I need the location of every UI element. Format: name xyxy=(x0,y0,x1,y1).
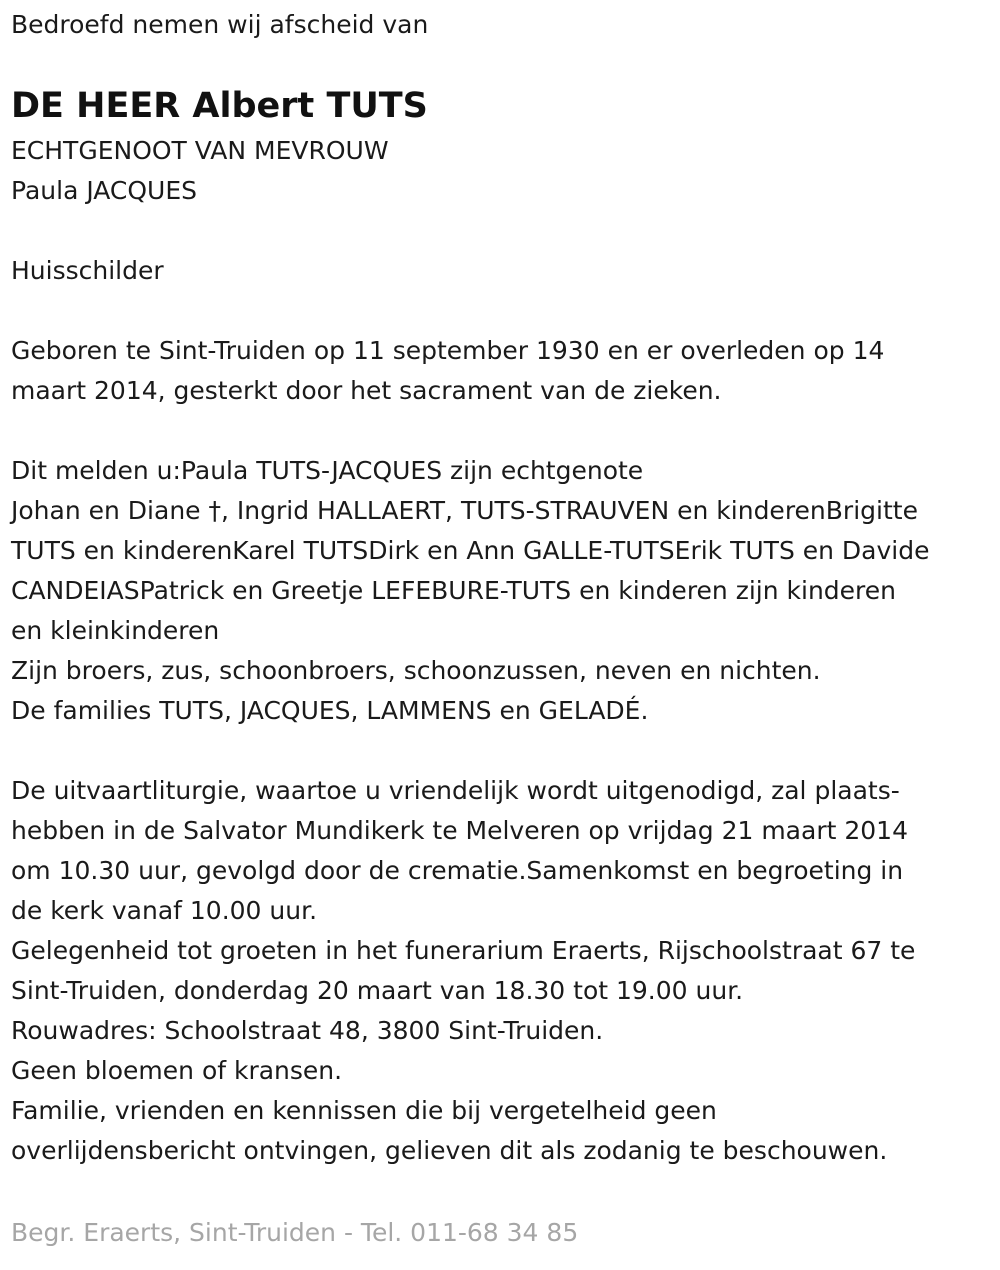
paragraph-line: de kerk vanaf 10.00 uur. xyxy=(11,896,318,925)
birth-death-paragraph xyxy=(11,331,991,411)
paragraph-line: De families TUTS, JACQUES, LAMMENS en GELADÉ. xyxy=(11,696,649,725)
relation-text: ECHTGENOOT VAN MEVROUW xyxy=(11,136,389,165)
paragraph-line: TUTS en kinderenKarel TUTSDirk en Ann GALLE-TUTSErik TUTS en Davide xyxy=(11,536,930,565)
paragraph-line: en kleinkinderen xyxy=(11,616,220,645)
paragraph-line: Rouwadres: Schoolstraat 48, 3800 Sint-Truiden. xyxy=(11,1016,604,1045)
paragraph-line: maart 2014, gesterkt door het sacrament van de zieken. xyxy=(11,376,722,405)
profession-text: Huisschilder xyxy=(11,256,164,285)
paragraph-line: Geboren te Sint-Truiden op 11 september 1930 en er overleden op 14 xyxy=(11,336,885,365)
paragraph-line: CANDEIASPatrick en Greetje LEFEBURE-TUTS en kinderen zijn kinderen xyxy=(11,576,896,605)
paragraph-line: De uitvaartliturgie, waartoe u vriendelijk wordt uitgenodigd, zal plaats- xyxy=(11,776,900,805)
paragraph-line: Gelegenheid tot groeten in het funerarium Eraerts, Rijschoolstraat 67 te xyxy=(11,936,916,965)
paragraph-line: Johan en Diane †, Ingrid HALLAERT, TUTS-STRAUVEN en kinderenBrigitte xyxy=(11,496,918,525)
paragraph-line: hebben in de Salvator Mundikerk te Melveren op vrijdag 21 maart 2014 xyxy=(11,816,908,845)
paragraph-line: Dit melden u:Paula TUTS-JACQUES zijn echtgenote xyxy=(11,456,644,485)
spacer xyxy=(11,731,991,771)
obituary-notice xyxy=(11,0,991,1171)
paragraph-line: om 10.30 uur, gevolgd door de crematie.Samenkomst en begroeting in xyxy=(11,856,904,885)
funeral-paragraph xyxy=(11,771,991,1171)
spacer xyxy=(11,211,991,251)
paragraph-line: Sint-Truiden, donderdag 20 maart van 18.30 tot 19.00 uur. xyxy=(11,976,744,1005)
intro-text: Bedroefd nemen wij afscheid van xyxy=(11,10,429,39)
paragraph-line: Familie, vrienden en kennissen die bij vergetelheid geen xyxy=(11,1096,717,1125)
paragraph-line: Zijn broers, zus, schoonbroers, schoonzussen, neven en nichten. xyxy=(11,656,821,685)
spouse-name: Paula JACQUES xyxy=(11,176,198,205)
spacer xyxy=(11,291,991,331)
deceased-name: DE HEER Albert TUTS xyxy=(11,86,428,126)
paragraph-line: overlijdensbericht ontvingen, gelieven dit als zodanig te beschouwen. xyxy=(11,1136,888,1165)
spacer xyxy=(11,411,991,451)
paragraph-line: Geen bloemen of kransen. xyxy=(11,1056,343,1085)
funeral-home-footer: Begr. Eraerts, Sint-Truiden - Tel. 011-68 34 85 xyxy=(11,1218,579,1247)
announcement-paragraph xyxy=(11,451,991,731)
